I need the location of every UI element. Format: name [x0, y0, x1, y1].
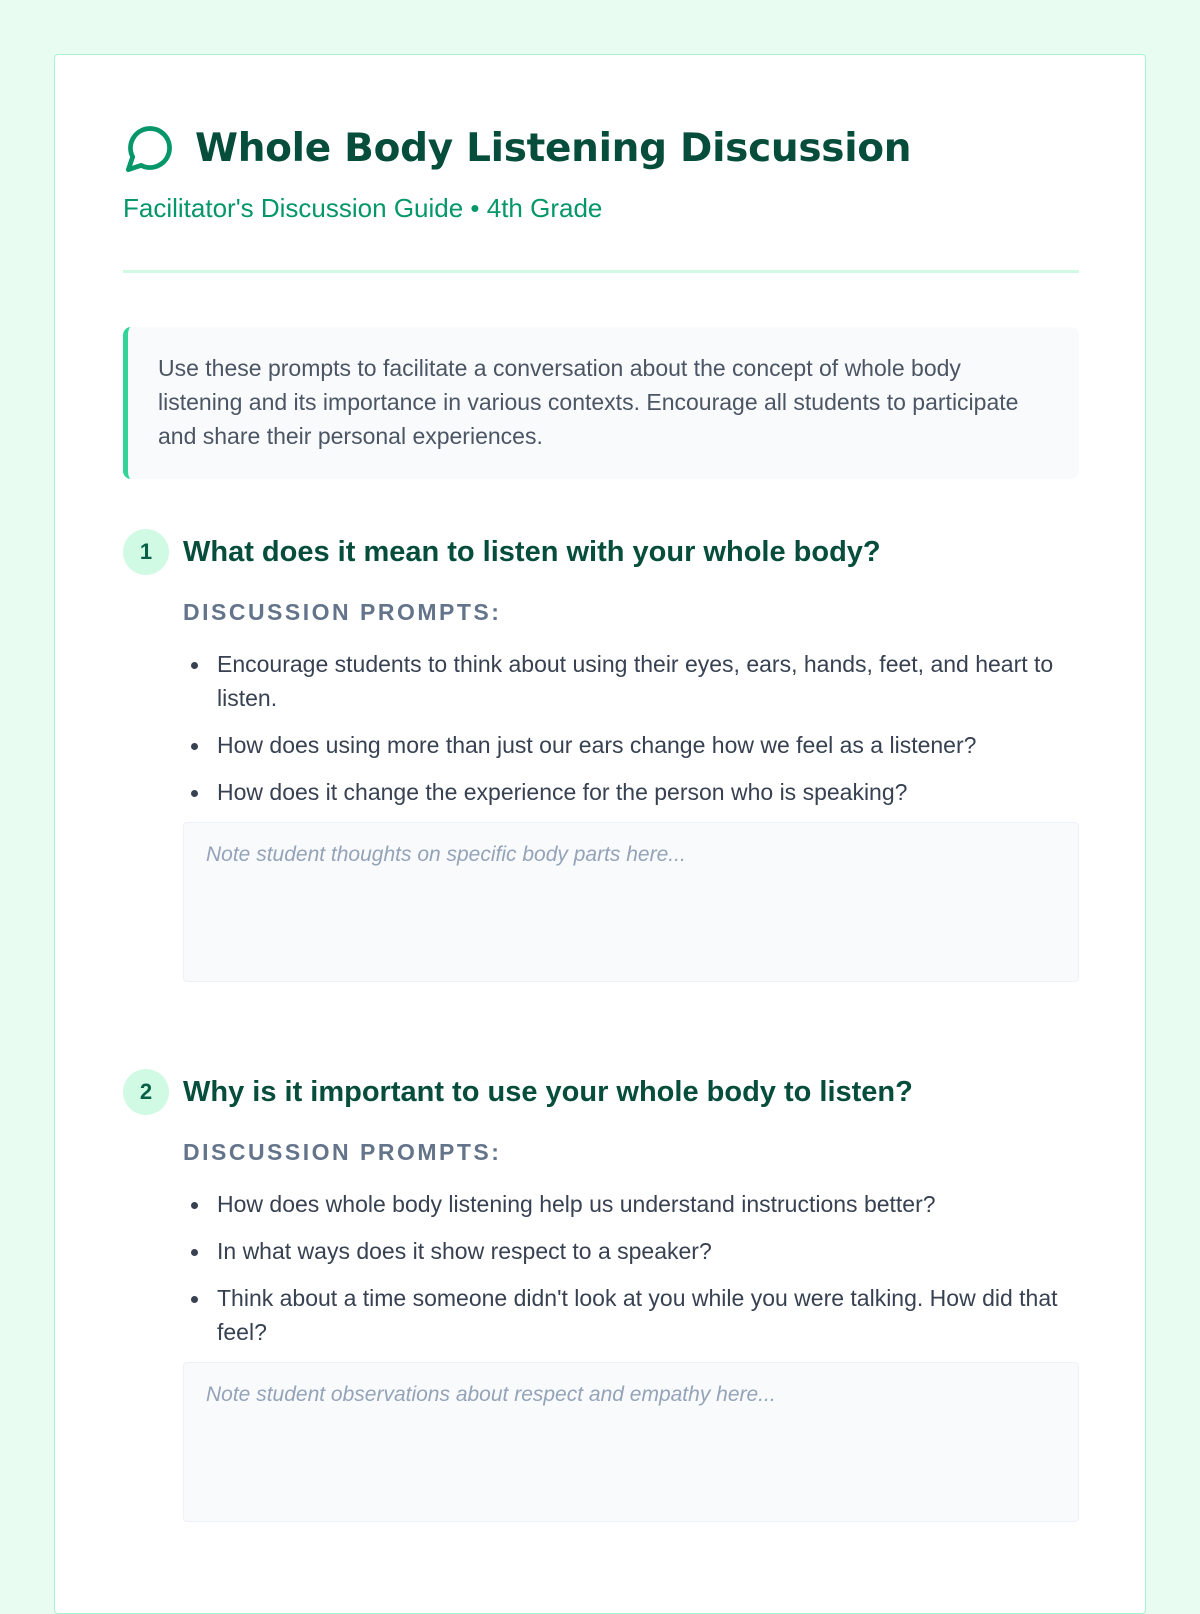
guide-card — [54, 54, 1146, 1614]
notes-textarea-1[interactable] — [183, 822, 1079, 982]
page-subtitle: Facilitator's Discussion Guide • 4th Grade — [123, 193, 603, 223]
prompt-item: In what ways does it show respect to a speaker? — [183, 1234, 1079, 1268]
question-title: What does it mean to listen with your whole body? — [183, 535, 881, 568]
prompts-list — [183, 1187, 1079, 1349]
header-divider — [123, 270, 1079, 273]
prompts-label: DISCUSSION PROMPTS: — [183, 1139, 502, 1165]
question-section-2 — [123, 1069, 1079, 1522]
prompt-item: Encourage students to think about using their eyes, ears, hands, feet, and heart to listen. — [183, 647, 1079, 715]
notes-textarea-2[interactable] — [183, 1362, 1079, 1522]
question-body — [183, 1139, 1079, 1522]
prompt-item: How does it change the experience for the person who is speaking? — [183, 775, 1079, 809]
intro-callout — [123, 327, 1079, 479]
question-number-badge: 2 — [123, 1069, 169, 1115]
question-body — [183, 599, 1079, 982]
header — [123, 121, 911, 175]
prompt-item: How does whole body listening help us understand instructions better? — [183, 1187, 1079, 1221]
intro-text: Use these prompts to facilitate a conversation about the concept of whole body listening and its importance in various contexts. Encourage all students to participate and share their personal experiences. — [158, 355, 1019, 449]
chat-bubble-icon — [123, 121, 177, 175]
question-section-1 — [123, 529, 1079, 982]
question-header — [123, 1069, 1079, 1115]
question-number-badge: 1 — [123, 529, 169, 575]
prompt-item: Think about a time someone didn't look at you while you were talking. How did that feel? — [183, 1281, 1079, 1349]
prompts-list — [183, 647, 1079, 809]
prompts-label: DISCUSSION PROMPTS: — [183, 599, 502, 625]
page-title: Whole Body Listening Discussion — [195, 125, 912, 171]
question-header — [123, 529, 1079, 575]
question-title: Why is it important to use your whole body to listen? — [183, 1075, 913, 1108]
prompt-item: How does using more than just our ears change how we feel as a listener? — [183, 728, 1079, 762]
